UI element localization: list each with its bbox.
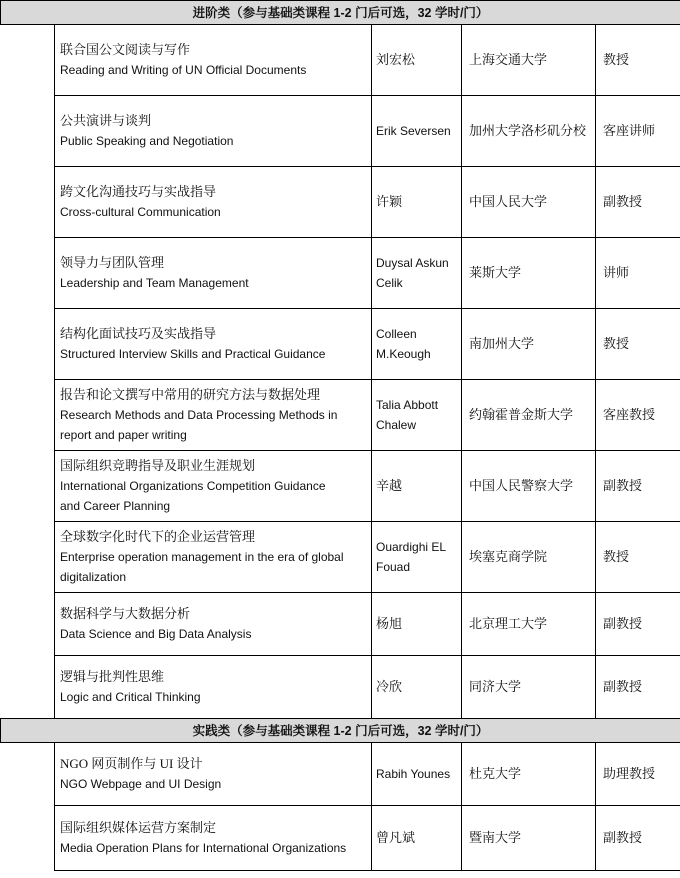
course-name-en: digitalization bbox=[60, 570, 127, 584]
course-name-en: and Career Planning bbox=[60, 499, 171, 513]
university-cell: 约翰霍普金斯大学 bbox=[462, 380, 596, 451]
course-cell bbox=[55, 806, 372, 871]
lecturer-cell bbox=[372, 380, 462, 451]
course-row bbox=[1, 380, 680, 451]
academic-title-cell: 客座讲师 bbox=[596, 96, 680, 167]
course-name-zh: 数据科学与大数据分析 bbox=[60, 606, 191, 621]
lecturer-cell bbox=[372, 309, 462, 380]
course-row bbox=[1, 656, 680, 719]
course-name-zh: 公共演讲与谈判 bbox=[60, 113, 152, 128]
course-name-en: Public Speaking and Negotiation bbox=[60, 134, 234, 148]
academic-title-cell: 副教授 bbox=[596, 806, 680, 871]
university-cell: 北京理工大学 bbox=[462, 593, 596, 656]
section-header-row bbox=[1, 719, 680, 743]
course-row bbox=[1, 25, 680, 96]
course-row bbox=[1, 309, 680, 380]
course-name-en: International Organizations Competition Guidance bbox=[60, 479, 326, 493]
course-name-en: Logic and Critical Thinking bbox=[60, 690, 201, 704]
lecturer-name: Talia Abbott bbox=[376, 398, 439, 412]
lecturer-name: 冷欣 bbox=[376, 679, 403, 694]
academic-title-cell: 副教授 bbox=[596, 451, 680, 522]
course-row bbox=[1, 238, 680, 309]
lecturer-cell bbox=[372, 238, 462, 309]
university-cell: 上海交通大学 bbox=[462, 25, 596, 96]
course-row bbox=[1, 593, 680, 656]
course-name-zh: 国际组织竞聘指导及职业生涯规划 bbox=[60, 458, 256, 473]
course-cell bbox=[55, 238, 372, 309]
lecturer-name: Colleen bbox=[376, 327, 417, 341]
lecturer-name: Ouardighi EL bbox=[376, 540, 447, 554]
course-cell bbox=[55, 380, 372, 451]
university-cell: 中国人民大学 bbox=[462, 167, 596, 238]
course-cell bbox=[55, 656, 372, 719]
university-cell: 同济大学 bbox=[462, 656, 596, 719]
course-name-zh: 报告和论文撰写中常用的研究方法与数据处理 bbox=[60, 387, 321, 402]
course-cell bbox=[55, 96, 372, 167]
university-cell: 南加州大学 bbox=[462, 309, 596, 380]
course-name-zh: NGO 网页制作与 UI 设计 bbox=[60, 756, 203, 771]
lecturer-name: Chalew bbox=[376, 418, 417, 432]
lecturer-cell bbox=[372, 656, 462, 719]
lecturer-cell bbox=[372, 25, 462, 96]
university-cell: 暨南大学 bbox=[462, 806, 596, 871]
course-name-en: NGO Webpage and UI Design bbox=[60, 777, 222, 791]
academic-title-cell: 讲师 bbox=[596, 238, 680, 309]
course-name-en: report and paper writing bbox=[60, 428, 187, 442]
course-cell bbox=[55, 451, 372, 522]
lecturer-cell bbox=[372, 522, 462, 593]
course-cell bbox=[55, 167, 372, 238]
academic-title-cell: 客座教授 bbox=[596, 380, 680, 451]
course-cell bbox=[55, 522, 372, 593]
course-name-en: Structured Interview Skills and Practical Guidance bbox=[60, 347, 326, 361]
lecturer-cell bbox=[372, 96, 462, 167]
lecturer-name: Fouad bbox=[376, 560, 411, 574]
academic-title-cell: 助理教授 bbox=[596, 743, 680, 806]
course-name-zh: 联合国公文阅读与写作 bbox=[60, 42, 191, 57]
university-cell: 杜克大学 bbox=[462, 743, 596, 806]
lecturer-cell bbox=[372, 806, 462, 871]
lecturer-name: Erik Seversen bbox=[376, 124, 451, 138]
lecturer-name: Duysal Askun bbox=[376, 256, 449, 270]
lecturer-cell bbox=[372, 451, 462, 522]
course-row bbox=[1, 96, 680, 167]
academic-title-cell: 教授 bbox=[596, 25, 680, 96]
section-header-row bbox=[1, 1, 680, 25]
course-name-zh: 跨文化沟通技巧与实战指导 bbox=[60, 184, 217, 199]
course-cell bbox=[55, 743, 372, 806]
lecturer-cell bbox=[372, 743, 462, 806]
category-cell bbox=[1, 743, 55, 871]
category-cell bbox=[1, 25, 55, 719]
course-name-en: Enterprise operation management in the era of global bbox=[60, 550, 344, 564]
course-table-body bbox=[1, 1, 680, 871]
lecturer-name: 刘宏松 bbox=[376, 52, 416, 67]
lecturer-name: 辛越 bbox=[376, 478, 403, 493]
university-cell: 莱斯大学 bbox=[462, 238, 596, 309]
lecturer-name: 曾凡斌 bbox=[376, 830, 416, 845]
course-name-zh: 国际组织媒体运营方案制定 bbox=[60, 820, 217, 835]
academic-title-cell: 教授 bbox=[596, 309, 680, 380]
section-title: 实践类（参与基础类课程 1-2 门后可选，32 学时/门） bbox=[1, 719, 680, 743]
section-title: 进阶类（参与基础类课程 1-2 门后可选，32 学时/门） bbox=[1, 1, 680, 25]
lecturer-name: Rabih Younes bbox=[376, 767, 451, 781]
academic-title-cell: 副教授 bbox=[596, 656, 680, 719]
course-row bbox=[1, 522, 680, 593]
course-name-en: Cross-cultural Communication bbox=[60, 205, 221, 219]
lecturer-name: Celik bbox=[376, 276, 403, 290]
university-cell: 加州大学洛杉矶分校 bbox=[462, 96, 596, 167]
course-name-en: Media Operation Plans for International Organizations bbox=[60, 841, 347, 855]
course-row bbox=[1, 806, 680, 871]
course-name-en: Data Science and Big Data Analysis bbox=[60, 627, 252, 641]
academic-title-cell: 副教授 bbox=[596, 593, 680, 656]
lecturer-cell bbox=[372, 167, 462, 238]
course-name-zh: 领导力与团队管理 bbox=[60, 255, 165, 270]
university-cell: 埃塞克商学院 bbox=[462, 522, 596, 593]
lecturer-cell bbox=[372, 593, 462, 656]
course-name-zh: 全球数字化时代下的企业运营管理 bbox=[60, 529, 256, 544]
course-cell bbox=[55, 309, 372, 380]
course-name-en: Research Methods and Data Processing Methods in bbox=[60, 408, 338, 422]
course-row bbox=[1, 451, 680, 522]
course-row bbox=[1, 167, 680, 238]
course-row bbox=[1, 743, 680, 806]
lecturer-name: 杨旭 bbox=[376, 616, 403, 631]
course-name-zh: 逻辑与批判性思维 bbox=[60, 669, 165, 684]
course-name-en: Reading and Writing of UN Official Documents bbox=[60, 63, 307, 77]
university-cell: 中国人民警察大学 bbox=[462, 451, 596, 522]
course-cell bbox=[55, 593, 372, 656]
course-name-en: Leadership and Team Management bbox=[60, 276, 249, 290]
lecturer-name: M.Keough bbox=[376, 347, 431, 361]
lecturer-name: 许颖 bbox=[376, 194, 403, 209]
academic-title-cell: 教授 bbox=[596, 522, 680, 593]
academic-title-cell: 副教授 bbox=[596, 167, 680, 238]
course-cell bbox=[55, 25, 372, 96]
course-name-zh: 结构化面试技巧及实战指导 bbox=[60, 326, 217, 341]
